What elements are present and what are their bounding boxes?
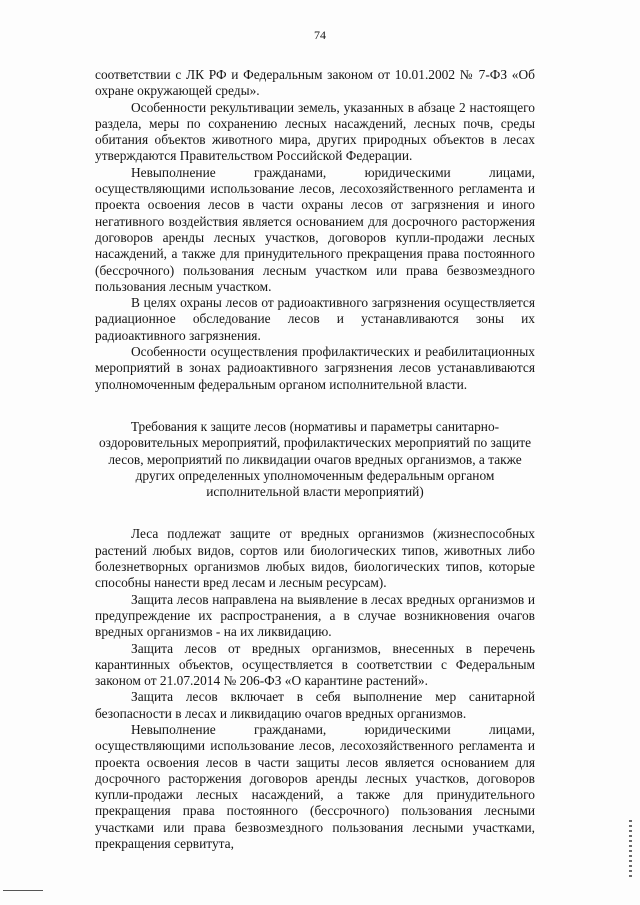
paragraph-protection-aim: Защита лесов направлена на выявление в лесах вредных организмов и предупреждение их распространения, а в случае возникновения очагов вредных организмов - на их ликвидацию. <box>95 591 535 640</box>
paragraph-radiation-survey: В целях охраны лесов от радиоактивного загрязнения осуществляется радиационное обследование лесов и устанавливаются зоны их радиоактивного загрязнения. <box>95 295 535 343</box>
section-heading: Требования к защите лесов (нормативы и параметры санитарно-оздоровительных мероприятий, профилактических мероприятий по защите лесов, мероприятий по ликвидации очагов вредных организмов, а также других определенных уполномоченным федеральным органом исполнительной власти мероприятий) <box>98 418 532 500</box>
page-number: 74 <box>314 28 326 42</box>
scan-edge-mark <box>629 820 632 880</box>
paragraph-reclamation: Особенности рекультивации земель, указанных в абзаце 2 настоящего раздела, меры по сохранению лесных насаждений, лесных почв, среды обитания объектов животного мира, других природных объектов в лесах утверждаются Правительством Российской Федерации. <box>95 99 535 164</box>
paragraph-continuation: соответствии с ЛК РФ и Федеральным законом от 10.01.2002 № 7-ФЗ «Об охране окружающей среды». <box>95 67 535 99</box>
paragraph-forest-protection: Леса подлежат защите от вредных организмов (жизнеспособных растений любых видов, сортов или биологических типов, животных либо болезнетворных организмов любых видов, биологических типов, которые способны нанести вред лесам и лесным ресурсам). <box>95 526 535 591</box>
paragraph-quarantine: Защита лесов от вредных организмов, внесенных в перечень карантинных объектов, осуществляется в соответствии с Федеральным законом от 21.07.2014 № 206-ФЗ «О карантине растений». <box>95 640 535 689</box>
paragraph-non-compliance-pollution: Невыполнение гражданами, юридическими лицами, осуществляющими использование лесов, лесохозяйственного регламента и проекта освоения лесов в части охраны лесов от загрязнения и иного негативного воздействия является основанием для досрочного расторжения договоров аренды лесных участков, договоров купли-продажи лесных насаждений, а также для принудительного прекращения права постоянного (бессрочного) пользования лесным участком или права безвозмездного пользования лесным участком. <box>95 164 535 294</box>
paragraph-sanitary-measures: Защита лесов включает в себя выполнение мер санитарной безопасности в лесах и ликвидацию очагов вредных организмов. <box>95 689 535 721</box>
paragraph-radiation-measures: Особенности осуществления профилактических и реабилитационных мероприятий в зонах радиоактивного загрязнения лесов устанавливаются уполномоченным федеральным органом исполнительной власти. <box>95 344 535 392</box>
paragraph-non-compliance-protection: Невыполнение гражданами, юридическими лицами, осуществляющими использование лесов, лесохозяйственного регламента и проекта освоения лесов в части защиты лесов является основанием для досрочного расторжения договоров аренды лесных участков, договоров купли-продажи лесных насаждений, а также для принудительного прекращения права постоянного (бессрочного) пользования лесными участками или права безвозмездного пользования лесными участками, прекращения сервитута, <box>95 721 535 852</box>
page-content <box>95 67 535 852</box>
scan-bottom-line <box>3 890 43 891</box>
